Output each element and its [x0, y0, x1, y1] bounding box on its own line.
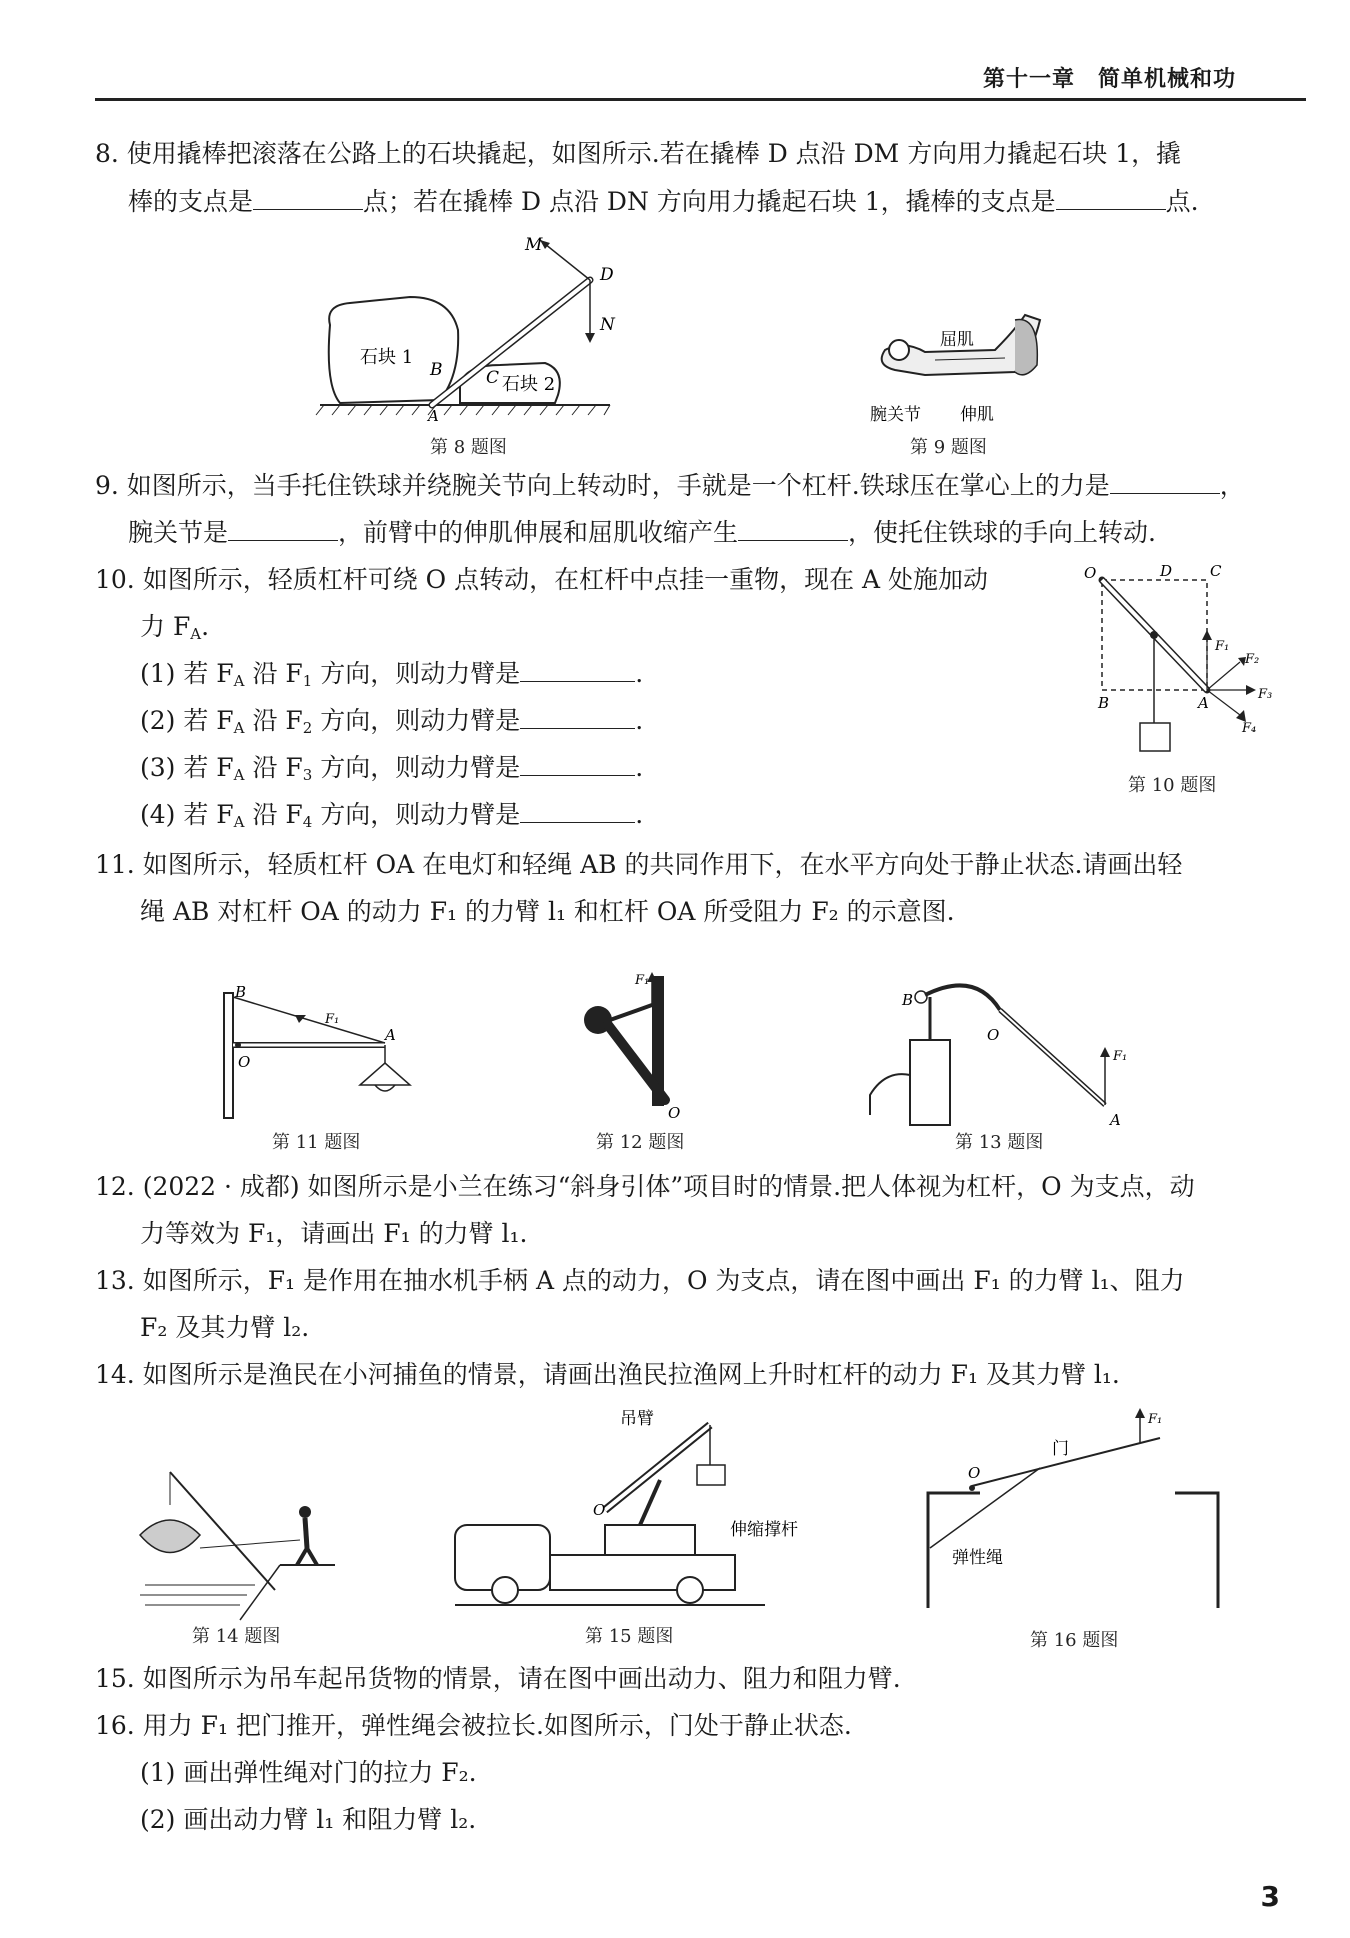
q10-along: 沿 F	[252, 659, 303, 688]
q10-blank-2[interactable]	[520, 727, 635, 729]
fig8-stone-2-label: 石块 2	[502, 374, 556, 395]
q8-text-a: 棒的支点是	[128, 187, 254, 216]
q10-sub2-text: (2) 若 F	[140, 706, 234, 735]
q10-tail: 方向，则动力臂是	[320, 659, 521, 688]
svg-text:B: B	[1098, 694, 1110, 712]
question-10-sub-1: (1) 若 $F_A$ 沿 $F_1$ 方向，则动力臂是 .	[140, 659, 644, 690]
svg-text:O: O	[968, 1464, 981, 1482]
question-10-line-2: 力 $F_A$.	[140, 612, 210, 643]
question-12-line-2: 力等效为 F₁，请画出 F₁ 的力臂 l₁.	[140, 1219, 528, 1248]
fig15-arm-label: 吊臂	[620, 1409, 654, 1429]
figure-11-lamp-lever	[210, 985, 425, 1120]
svg-text:M: M	[525, 235, 543, 255]
q10-tail: 方向，则动力臂是	[320, 800, 521, 829]
svg-text:D: D	[600, 265, 614, 285]
svg-text:A: A	[1110, 1111, 1121, 1129]
svg-text:C: C	[486, 368, 500, 388]
q10-along: 沿 F	[252, 753, 303, 782]
figure-15-caption: 第 15 题图	[585, 1626, 674, 1647]
svg-text:F₁: F₁	[635, 973, 650, 988]
question-13-line-2: F₂ 及其力臂 l₂.	[140, 1313, 310, 1342]
page-header	[95, 58, 1306, 101]
fig9-wrist-label: 腕关节	[870, 405, 921, 425]
svg-text:O: O	[593, 1501, 606, 1519]
q10-tail: 方向，则动力臂是	[320, 753, 521, 782]
svg-text:A: A	[1198, 694, 1209, 712]
fig16-rope-label: 弹性绳	[952, 1548, 1003, 1568]
svg-text:O: O	[238, 1053, 251, 1071]
page-number: 3	[1260, 1880, 1280, 1913]
question-10-sub-3: (3) 若 $F_A$ 沿 $F_3$ 方向，则动力臂是 .	[140, 753, 644, 784]
q9-blank-3[interactable]	[738, 539, 848, 541]
q9-blank-2[interactable]	[228, 539, 338, 541]
q8-text-b: 点；若在撬棒 D 点沿 DN 方向用力撬起石块 1，撬棒的支点是	[363, 187, 1056, 216]
q10-blank-4[interactable]	[520, 821, 635, 823]
svg-text:B: B	[902, 991, 914, 1009]
figure-10-lever	[1080, 560, 1280, 765]
figure-8-caption: 第 8 题图	[430, 437, 507, 458]
question-9-line-1	[95, 462, 1245, 509]
svg-text:A: A	[385, 1026, 396, 1044]
q10-along: 沿 F	[252, 706, 303, 735]
q9-text-d: ，前臂中的伸肌伸展和屈肌收缩产生	[338, 518, 739, 547]
figure-14-fishing	[135, 1460, 340, 1625]
q10-sub4-text: (4) 若 F	[140, 800, 234, 829]
question-14-line-1: 14. 如图所示是渔民在小河捕鱼的情景，请画出渔民拉渔网上升时杠杆的动力 F₁ 及其力臂 l₁.	[95, 1360, 1120, 1389]
question-11-line-1: 11. 如图所示，轻质杠杆 OA 在电灯和轻绳 AB 的共同作用下，在水平方向处于静止状态.请画出轻	[95, 850, 1183, 879]
q9-text-c: 腕关节是	[128, 518, 229, 547]
q9-text-e: ，使托住铁球的手向上转动.	[848, 518, 1156, 547]
svg-text:F₁: F₁	[1113, 1049, 1128, 1064]
q10-text: 力 F	[140, 612, 191, 641]
figure-9-arm	[865, 310, 1065, 425]
figure-13-pump	[865, 975, 1135, 1130]
svg-text:F₃: F₃	[1258, 687, 1273, 702]
chapter-title: 第十一章 简单机械和功	[982, 67, 1236, 92]
q10-blank-1[interactable]	[520, 680, 635, 682]
question-9-line-2	[128, 509, 1156, 556]
svg-text:O: O	[987, 1026, 1000, 1044]
question-13-line-1: 13. 如图所示，F₁ 是作用在抽水机手柄 A 点的动力，O 为支点，请在图中画出 F₁ 的力臂 l₁、阻力	[95, 1266, 1185, 1295]
question-16-line-2: (1) 画出弹性绳对门的拉力 F₂.	[140, 1758, 477, 1787]
q10-sub1-text: (1) 若 F	[140, 659, 234, 688]
svg-text:B: B	[430, 360, 443, 380]
svg-text:C: C	[1210, 562, 1222, 580]
question-10-sub-4: (4) 若 $F_A$ 沿 $F_4$ 方向，则动力臂是 .	[140, 800, 644, 831]
svg-text:F₁: F₁	[325, 1012, 340, 1027]
question-16-line-3: (2) 画出动力臂 l₁ 和阻力臂 l₂.	[140, 1805, 477, 1834]
figure-12-caption: 第 12 题图	[596, 1132, 685, 1153]
figure-16-door	[920, 1408, 1230, 1623]
svg-text:O: O	[668, 1104, 681, 1122]
q9-text-b: ，	[1219, 471, 1245, 500]
svg-text:F₂: F₂	[1245, 652, 1260, 667]
q10-blank-3[interactable]	[520, 774, 635, 776]
q9-blank-1[interactable]	[1110, 492, 1220, 494]
svg-text:N: N	[600, 315, 615, 335]
question-10-line-1: 10. 如图所示，轻质杠杆可绕 O 点转动，在杠杆中点挂一重物，现在 A 处施加动	[95, 565, 989, 594]
question-10-sub-2: (2) 若 $F_A$ 沿 $F_2$ 方向，则动力臂是 .	[140, 706, 644, 737]
figure-13-caption: 第 13 题图	[955, 1132, 1044, 1153]
figure-10-caption: 第 10 题图	[1128, 775, 1217, 796]
figure-15-crane	[445, 1409, 798, 1620]
q10-tail: 方向，则动力臂是	[320, 706, 521, 735]
q10-sub3-text: (3) 若 F	[140, 753, 234, 782]
question-16-line-1: 16. 用力 F₁ 把门推开，弹性绳会被拉长.如图所示，门处于静止状态.	[95, 1711, 852, 1740]
figure-11-caption: 第 11 题图	[272, 1132, 361, 1153]
figure-16-caption: 第 16 题图	[1030, 1630, 1119, 1651]
fig8-stone-1-label: 石块 1	[360, 347, 414, 368]
fig15-rod-label: 伸缩撑杆	[730, 1520, 798, 1540]
svg-text:O: O	[1084, 564, 1097, 582]
svg-text:A: A	[428, 407, 439, 425]
svg-text:F₁: F₁	[1215, 639, 1230, 654]
fig9-flexor-label: 屈肌	[940, 330, 974, 350]
svg-text:F₄: F₄	[1242, 721, 1257, 736]
question-8-line-2	[128, 178, 1199, 225]
question-12-line-1: 12. (2022 · 成都) 如图所示是小兰在练习“斜身引体”项目时的情景.把人体视为杠杆，O 为支点，动	[95, 1172, 1195, 1201]
q9-text-a: 9. 如图所示，当手托住铁球并绕腕关节向上转动时，手就是一个杠杆.铁球压在掌心上的力是	[95, 471, 1110, 500]
svg-text:F₁: F₁	[1148, 1412, 1163, 1427]
figure-14-caption: 第 14 题图	[192, 1626, 281, 1647]
q10-along: 沿 F	[252, 800, 303, 829]
question-8-line-1: 8. 使用撬棒把滚落在公路上的石块撬起，如图所示.若在撬棒 D 点沿 DM 方向用力撬起石块 1，撬	[95, 139, 1182, 168]
q8-blank-1[interactable]	[253, 208, 363, 210]
figure-8-crowbar	[310, 235, 630, 425]
fig9-extensor-label: 伸肌	[960, 405, 994, 425]
svg-text:B: B	[235, 983, 247, 1001]
question-11-line-2: 绳 AB 对杠杆 OA 的动力 F₁ 的力臂 l₁ 和杠杆 OA 所受阻力 F₂ 的示意图.	[140, 897, 955, 926]
question-15-line-1: 15. 如图所示为吊车起吊货物的情景，请在图中画出动力、阻力和阻力臂.	[95, 1664, 901, 1693]
figure-9-caption: 第 9 题图	[910, 437, 987, 458]
fig16-door-label: 门	[1052, 1439, 1069, 1459]
figure-12-person	[570, 970, 730, 1120]
q8-text-c: 点.	[1165, 187, 1199, 216]
svg-text:D: D	[1160, 562, 1173, 580]
q8-blank-2[interactable]	[1056, 208, 1166, 210]
